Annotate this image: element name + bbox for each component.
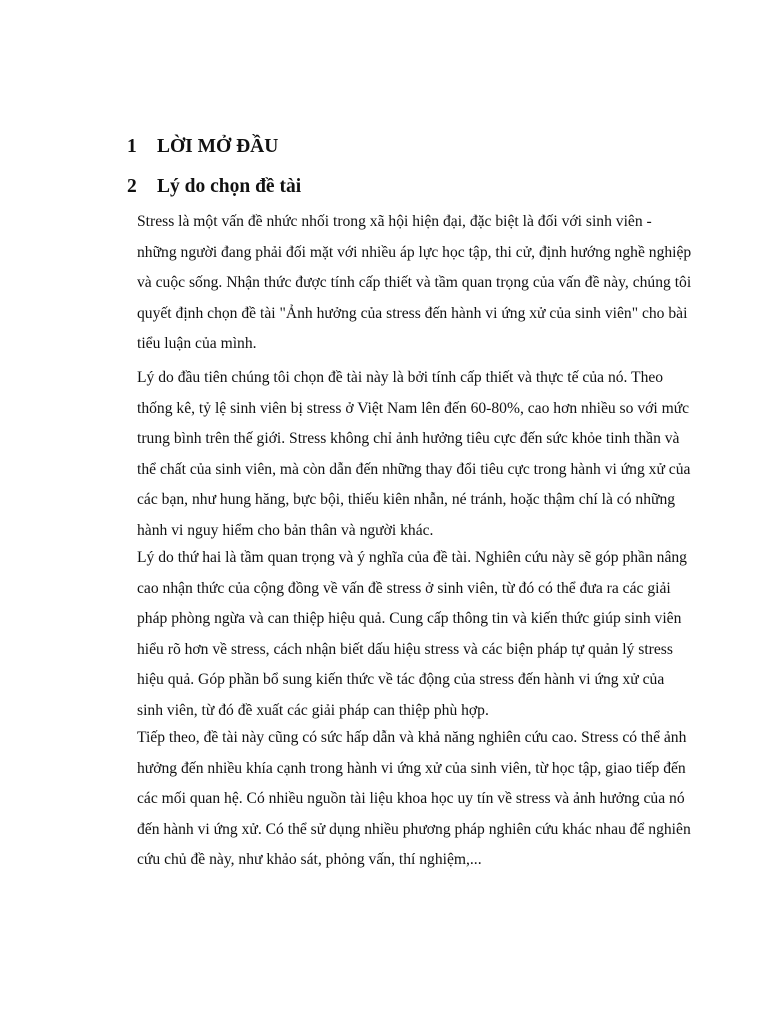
section-number: 2 bbox=[127, 176, 137, 197]
body-paragraph: Tiếp theo, đề tài này cũng có sức hấp dẫn và khả năng nghiên cứu cao. Stress có thể ảnh hưởng đến nhiều khía cạnh trong hành vi ứng xử của sinh viên, từ học tập, giao tiếp đến các mối quan hệ. Có nhiều nguồn tài liệu khoa học uy tín về stress và ảnh hưởng của nó đến hành vi ứng xử. Có thể sử dụng nhiều phương pháp nghiên cứu khác nhau để nghiên cứu chủ đề này, như khảo sát, phỏng vấn, thí nghiệm,... bbox=[137, 729, 691, 869]
section-heading-1 bbox=[127, 135, 278, 159]
section-heading-2 bbox=[127, 175, 301, 199]
body-paragraph: Stress là một vấn đề nhức nhối trong xã hội hiện đại, đặc biệt là đối với sinh viên - những người đang phải đối mặt với nhiều áp lực học tập, thi cử, định hướng nghề nghiệp và cuộc sống. Nhận thức được tính cấp thiết và tầm quan trọng của vấn đề này, chúng tôi quyết định chọn đề tài "Ảnh hưởng của stress đến hành vi ứng xử của sinh viên" cho bài tiểu luận của mình. bbox=[137, 213, 692, 353]
body-paragraph: Lý do đầu tiên chúng tôi chọn đề tài này là bởi tính cấp thiết và thực tế của nó. Theo thống kê, tỷ lệ sinh viên bị stress ở Việt Nam lên đến 60-80%, cao hơn nhiều so với mức trung bình trên thế giới. Stress không chỉ ảnh hưởng tiêu cực đến sức khỏe tinh thần và thể chất của sinh viên, mà còn dẫn đến những thay đổi tiêu cực trong hành vi ứng xử của các bạn, như hung hăng, bực bội, thiếu kiên nhẫn, né tránh, hoặc thậm chí là có những hành vi nguy hiểm cho bản thân và người khác. bbox=[137, 369, 691, 539]
section-title: Lý do chọn đề tài bbox=[157, 176, 302, 197]
section-number: 1 bbox=[127, 136, 137, 157]
body-paragraph: Lý do thứ hai là tầm quan trọng và ý nghĩa của đề tài. Nghiên cứu này sẽ góp phần nâng cao nhận thức của cộng đồng về vấn đề stress ở sinh viên, từ đó có thể đưa ra các giải pháp phòng ngừa và can thiệp hiệu quả. Cung cấp thông tin và kiến thức giúp sinh viên hiểu rõ hơn về stress, cách nhận biết dấu hiệu stress và các biện pháp tự quản lý stress hiệu quả. Góp phần bổ sung kiến thức về tác động của stress đến hành vi ứng xử của sinh viên, từ đó đề xuất các giải pháp can thiệp phù hợp. bbox=[137, 549, 687, 719]
section-title: LỜI MỞ ĐẦU bbox=[157, 136, 279, 157]
